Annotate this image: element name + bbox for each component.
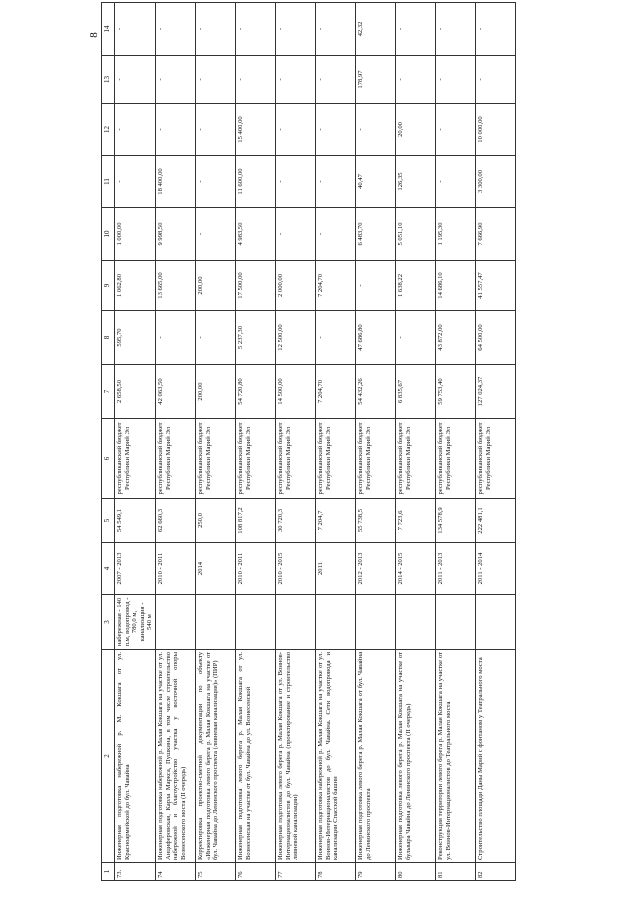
- table-row: [435, 3, 475, 881]
- value-cell: -: [435, 104, 475, 156]
- value-cell: -: [435, 56, 475, 104]
- value-cell: -: [315, 104, 355, 156]
- value-cell: 178,97: [355, 56, 395, 104]
- header-cell: 8: [102, 311, 115, 365]
- funding-source: республиканский бюджет Республики Марий Эл: [115, 419, 156, 499]
- value-cell: -: [315, 3, 355, 56]
- volume-cell: [235, 595, 275, 650]
- volume-cell: набережная - 140 п.м, водопровод - 780,0 м, канализация - 540 м: [115, 595, 156, 650]
- cost-cell: 54 549,1: [115, 499, 156, 543]
- cost-cell: 55 738,5: [355, 499, 395, 543]
- value-cell: 6 483,70: [355, 208, 395, 261]
- measure-name: Инженерная подготовка набережной р. Малая Кокшага на участке от ул. Анциферовская, Карла Маркса, Пушкина, в том числе строительство набережной и благоустройство участка у восточной опоры Вознесенского моста (II очередь): [155, 650, 195, 863]
- value-cell: -: [315, 56, 355, 104]
- row-number: 77: [275, 863, 315, 881]
- funding-source: республиканский бюджет Республики Марий Эл: [435, 419, 475, 499]
- value-cell: -: [315, 156, 355, 208]
- cost-cell: 7 204,7: [315, 499, 355, 543]
- value-cell: -: [155, 311, 195, 365]
- header-cell: 3: [102, 595, 115, 650]
- value-cell: 1 062,80: [115, 261, 156, 311]
- header-cell: 10: [102, 208, 115, 261]
- value-cell: 47 686,80: [355, 311, 395, 365]
- value-cell: 200,00: [195, 365, 235, 419]
- table-row: [475, 3, 515, 881]
- funding-source: республиканский бюджет Республики Марий Эл: [235, 419, 275, 499]
- value-cell: -: [435, 3, 475, 56]
- value-cell: 17 500,00: [235, 261, 275, 311]
- value-cell: 11 600,00: [235, 156, 275, 208]
- row-number: 81: [435, 863, 475, 881]
- value-cell: 40,47: [355, 156, 395, 208]
- table-row: [115, 3, 156, 881]
- header-cell: 13: [102, 56, 115, 104]
- header-row: [102, 3, 115, 881]
- value-cell: 6 835,67: [395, 365, 435, 419]
- cost-cell: 134 578,9: [435, 499, 475, 543]
- volume-cell: [275, 595, 315, 650]
- funding-source: республиканский бюджет Республики Марий Эл: [355, 419, 395, 499]
- value-cell: 15 400,00: [235, 104, 275, 156]
- period-cell: 2010 - 2015: [275, 543, 315, 595]
- value-cell: 14 686,10: [435, 261, 475, 311]
- cost-cell: 62 660,3: [155, 499, 195, 543]
- value-cell: 14 500,00: [275, 365, 315, 419]
- value-cell: -: [195, 156, 235, 208]
- measure-name: Инженерная подготовка левого берега р. Малая Кокшага от бул. Чавайна до Ленинского проспекта: [355, 650, 395, 863]
- value-cell: -: [115, 104, 156, 156]
- value-cell: 59 753,40: [435, 365, 475, 419]
- period-cell: 2011: [315, 543, 355, 595]
- cost-cell: 222 481,1: [475, 499, 515, 543]
- value-cell: 2 000,00: [275, 261, 315, 311]
- header-cell: 14: [102, 3, 115, 56]
- row-number: 82: [475, 863, 515, 881]
- period-cell: 2010 - 2011: [235, 543, 275, 595]
- value-cell: -: [435, 156, 475, 208]
- row-number: 79: [355, 863, 395, 881]
- value-cell: -: [315, 311, 355, 365]
- period-cell: 2011 - 2013: [435, 543, 475, 595]
- header-cell: 1: [102, 863, 115, 881]
- value-cell: 54 432,26: [355, 365, 395, 419]
- cost-cell: 250,0: [195, 499, 235, 543]
- value-cell: -: [195, 3, 235, 56]
- value-cell: 9 998,50: [155, 208, 195, 261]
- cost-cell: 30 720,3: [275, 499, 315, 543]
- value-cell: 10 000,00: [475, 104, 515, 156]
- value-cell: 5 051,10: [395, 208, 435, 261]
- period-cell: 2007 - 2013: [115, 543, 156, 595]
- header-cell: 11: [102, 156, 115, 208]
- program-table: [101, 2, 516, 881]
- funding-source: республиканский бюджет Республики Марий Эл: [395, 419, 435, 499]
- cost-cell: 7 723,6: [395, 499, 435, 543]
- value-cell: 64 500,00: [475, 311, 515, 365]
- header-cell: 4: [102, 543, 115, 595]
- cost-cell: 108 817,2: [235, 499, 275, 543]
- table-row: [315, 3, 355, 881]
- value-cell: -: [395, 3, 435, 56]
- table-row: [235, 3, 275, 881]
- value-cell: 1 195,30: [435, 208, 475, 261]
- period-cell: 2011 - 2014: [475, 543, 515, 595]
- measure-name: Строительство площади Даны Марий с фонтаном у Театрального моста: [475, 650, 515, 863]
- value-cell: -: [395, 311, 435, 365]
- value-cell: 42 063,50: [155, 365, 195, 419]
- value-cell: 200,00: [195, 261, 235, 311]
- value-cell: -: [315, 208, 355, 261]
- value-cell: 1 000,00: [115, 208, 156, 261]
- value-cell: -: [115, 156, 156, 208]
- header-cell: 12: [102, 104, 115, 156]
- measure-name: Инженерная подготовка левого берега р. Малая Кокшага от ул. Вознесенская на участке от бул. Чавайна до ул. Вознесенской: [235, 650, 275, 863]
- header-cell: 9: [102, 261, 115, 311]
- value-cell: 13 665,00: [155, 261, 195, 311]
- page-number: 8: [88, 32, 100, 38]
- value-cell: 7 666,90: [475, 208, 515, 261]
- value-cell: -: [115, 56, 156, 104]
- row-number: 75: [195, 863, 235, 881]
- table-row: [195, 3, 235, 881]
- volume-cell: [475, 595, 515, 650]
- table-row: [275, 3, 315, 881]
- value-cell: -: [195, 208, 235, 261]
- volume-cell: [435, 595, 475, 650]
- table-row: [355, 3, 395, 881]
- value-cell: 3 300,00: [475, 156, 515, 208]
- volume-cell: [315, 595, 355, 650]
- value-cell: 2 658,50: [115, 365, 156, 419]
- value-cell: 7 204,70: [315, 261, 355, 311]
- row-number: 80: [395, 863, 435, 881]
- value-cell: 5 237,30: [235, 311, 275, 365]
- header-cell: 6: [102, 419, 115, 499]
- value-cell: 4 983,50: [235, 208, 275, 261]
- table-row: [155, 3, 195, 881]
- value-cell: -: [275, 208, 315, 261]
- value-cell: -: [475, 3, 515, 56]
- table-row: [395, 3, 435, 881]
- funding-source: республиканский бюджет Республики Марий Эл: [275, 419, 315, 499]
- period-cell: 2014: [195, 543, 235, 595]
- value-cell: 7 204,70: [315, 365, 355, 419]
- row-number: 76: [235, 863, 275, 881]
- value-cell: -: [235, 3, 275, 56]
- measure-name: Инженерная подготовка набережной р. Малая Кокшага на участке от ул. Воинов-Интернационалистов до бул. Чавайна. Сети водопровода и канализации Спасской башни: [315, 650, 355, 863]
- header-cell: 7: [102, 365, 115, 419]
- value-cell: -: [275, 156, 315, 208]
- row-number: 74: [155, 863, 195, 881]
- value-cell: -: [155, 3, 195, 56]
- value-cell: -: [115, 3, 156, 56]
- value-cell: 42,32: [355, 3, 395, 56]
- value-cell: 126,35: [395, 156, 435, 208]
- funding-source: республиканский бюджет Республики Марий Эл: [155, 419, 195, 499]
- value-cell: -: [235, 56, 275, 104]
- value-cell: -: [195, 311, 235, 365]
- header-cell: 5: [102, 499, 115, 543]
- value-cell: -: [275, 3, 315, 56]
- measure-name: Инженерная подготовка левого берега р. Малая Кокшага на участке от бульвара Чавайна до Ленинского проспекта (II очередь): [395, 650, 435, 863]
- value-cell: 595,70: [115, 311, 156, 365]
- value-cell: 127 024,37: [475, 365, 515, 419]
- value-cell: 12 500,00: [275, 311, 315, 365]
- volume-cell: [355, 595, 395, 650]
- row-number: 78: [315, 863, 355, 881]
- measure-name: Корректировка проектно-сметной документации по объекту «Инженерная подготовка левого берега р. Малая Кокшага на участке от бул. Чавайна до Ленинского проспекта (ливневая канализация)» (ПИР): [195, 650, 235, 863]
- period-cell: 2014 - 2015: [395, 543, 435, 595]
- funding-source: республиканский бюджет Республики Марий Эл: [195, 419, 235, 499]
- volume-cell: [155, 595, 195, 650]
- value-cell: -: [355, 261, 395, 311]
- volume-cell: [395, 595, 435, 650]
- value-cell: 43 872,00: [435, 311, 475, 365]
- measure-name: Инженерная подготовка набережной р. М. Кокшага от ул. Красноармейской до бул. Чавайна: [115, 650, 156, 863]
- value-cell: 41 557,47: [475, 261, 515, 311]
- value-cell: -: [155, 56, 195, 104]
- value-cell: -: [195, 104, 235, 156]
- measure-name: Инженерная подготовка левого берега р. Малая Кокшага от ул. Воинов-Интернационалистов до бул. Чавайна (проектирование и строительство ливневой канализации): [275, 650, 315, 863]
- value-cell: -: [195, 56, 235, 104]
- value-cell: 1 638,22: [395, 261, 435, 311]
- value-cell: -: [275, 104, 315, 156]
- value-cell: -: [395, 56, 435, 104]
- value-cell: 20,00: [395, 104, 435, 156]
- value-cell: 54 720,80: [235, 365, 275, 419]
- period-cell: 2010 - 2011: [155, 543, 195, 595]
- period-cell: 2012 - 2013: [355, 543, 395, 595]
- value-cell: -: [155, 104, 195, 156]
- header-cell: 2: [102, 650, 115, 863]
- volume-cell: [195, 595, 235, 650]
- value-cell: -: [355, 104, 395, 156]
- funding-source: республиканский бюджет Республики Марий Эл: [315, 419, 355, 499]
- value-cell: -: [275, 56, 315, 104]
- funding-source: республиканский бюджет Республики Марий Эл: [475, 419, 515, 499]
- row-number: 73.: [115, 863, 156, 881]
- value-cell: 18 400,00: [155, 156, 195, 208]
- value-cell: -: [475, 56, 515, 104]
- measure-name: Реконструкция территории левого берега р. Малая Кокшага на участке от ул. Воинов-Интернационалистов до Театрального моста: [435, 650, 475, 863]
